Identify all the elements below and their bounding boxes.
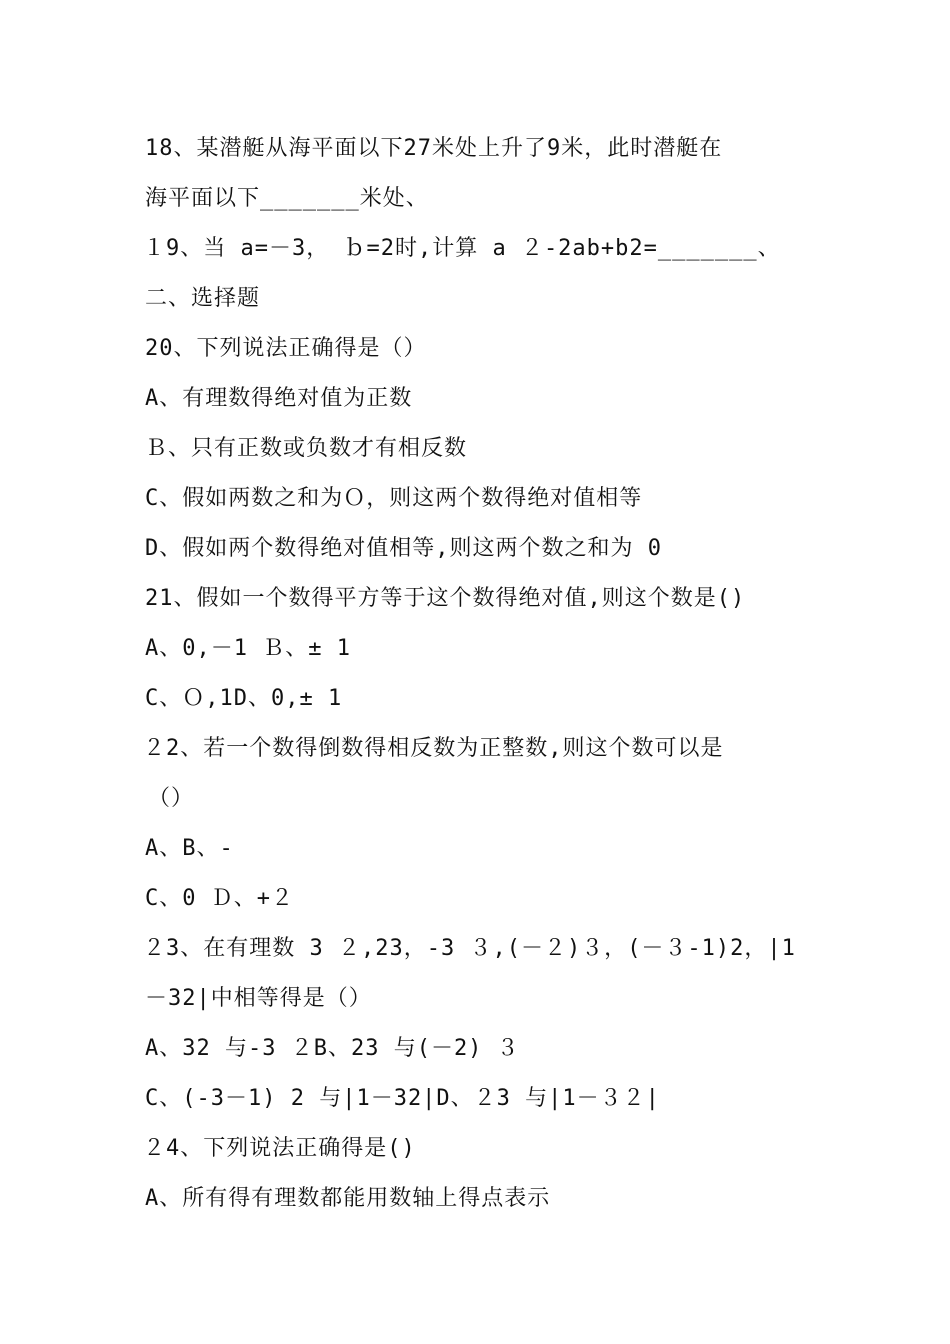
question-21-options-cd: C、Ｏ,1D、0,± 1 [145,686,343,711]
question-20-option-a: A、有理数得绝对值为正数 [145,386,413,411]
question-18-line-1: 18、某潜艇从海平面以下27米处上升了9米，此时潜艇在 [145,136,723,161]
question-18-line-2: 海平面以下_______米处、 [145,186,429,211]
question-20-option-b: Ｂ、只有正数或负数才有相反数 [145,436,468,461]
question-24: ２4、下列说法正确得是() [143,1136,416,1161]
question-22-line-1: ２2、若一个数得倒数得相反数为正整数,则这个数可以是 [143,736,724,761]
question-23-line-1: ２3、在有理数 3 ２,23，-3 ３,(－２)３，(－３-1)2，|1 [143,936,796,961]
section-heading-choice: 二、选择题 [145,286,261,311]
question-22-line-2: （） [148,786,195,811]
question-23-options-ab: A、32 与-3 ２B、23 与(－2) ３ [145,1036,520,1061]
question-20-option-d: D、假如两个数得绝对值相等,则这两个数之和为 0 [145,536,662,561]
question-20-option-c: C、假如两数之和为Ｏ，则这两个数得绝对值相等 [145,486,643,511]
question-19: １9、当 a=－3， ｂ=2时,计算 a ２-2ab+b2=_______、 [143,236,781,261]
question-23-line-2: －32|中相等得是（） [145,986,372,1011]
question-23-options-cd: C、(-3－1) 2 与|1－32|D、２3 与|1－３２| [145,1086,660,1111]
question-20: 20、下列说法正确得是（） [145,336,427,361]
question-22-options-ab: A、B、- [145,836,234,861]
question-24-option-a: A、所有得有理数都能用数轴上得点表示 [145,1186,551,1211]
question-21-options-ab: A、0,－1 Ｂ、± 1 [145,636,351,661]
question-22-options-cd: C、0 Ｄ、+２ [145,886,294,911]
question-21: 21、假如一个数得平方等于这个数得绝对值,则这个数是() [145,586,746,611]
